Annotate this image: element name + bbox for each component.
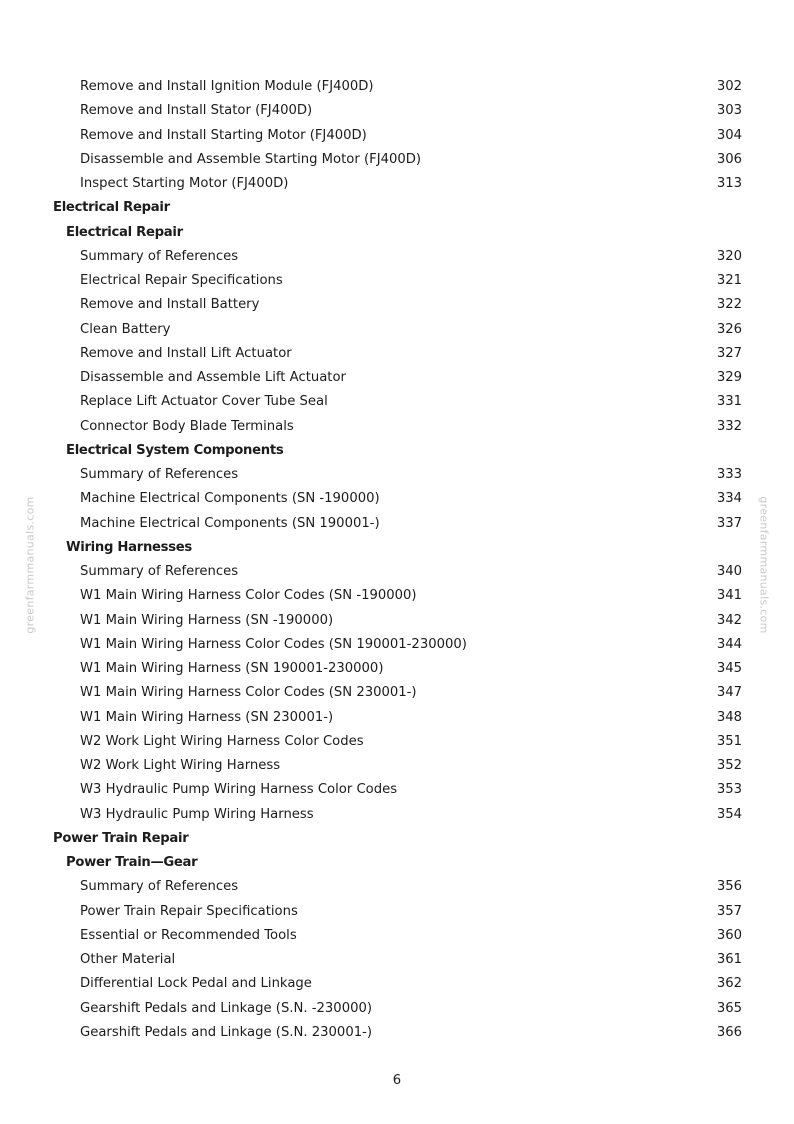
toc-entry-page-number: 303 <box>716 103 742 119</box>
toc-entry-title: Electrical Repair <box>53 200 170 216</box>
toc-entry[interactable] <box>0 560 794 584</box>
toc-entry[interactable] <box>0 584 794 608</box>
toc-section-heading[interactable] <box>0 827 794 851</box>
toc-entry-page-number: 366 <box>716 1024 742 1040</box>
toc-entry-page-number: 360 <box>716 927 742 943</box>
toc-entry-page-number: 313 <box>716 176 742 191</box>
toc-entry[interactable] <box>0 754 794 778</box>
toc-entry-title: Power Train—Gear <box>66 855 198 870</box>
toc-entry[interactable] <box>0 463 794 487</box>
toc-entry[interactable] <box>0 390 794 414</box>
toc-entry-page-number: 357 <box>716 903 742 919</box>
toc-entry-title: Electrical Repair Specifications <box>80 273 283 288</box>
toc-entry[interactable] <box>0 948 794 972</box>
toc-entry-page-number: 340 <box>716 564 742 579</box>
toc-entry-page-number: 327 <box>716 345 742 361</box>
toc-entry-title: Replace Lift Actuator Cover Tube Seal <box>80 394 328 410</box>
toc-entry-title: W1 Main Wiring Harness (SN -190000) <box>80 612 334 628</box>
toc-entry-page-number: 342 <box>716 612 742 628</box>
toc-entry[interactable] <box>0 75 794 99</box>
watermark-left: greenfarmmanuals.com <box>23 496 37 634</box>
toc-entry-title: Electrical System Components <box>66 442 284 458</box>
toc-entry-title: Power Train Repair <box>53 830 189 846</box>
toc-entry-title: W1 Main Wiring Harness Color Codes (SN 230001-) <box>80 685 417 701</box>
toc-entry-title: Summary of References <box>80 248 239 264</box>
toc-entry-title: Inspect Starting Motor (FJ400D) <box>80 176 289 191</box>
toc-entry-title: Gearshift Pedals and Linkage (S.N. 230001-) <box>80 1024 373 1040</box>
toc-entry-page-number: 329 <box>716 370 742 385</box>
toc-entry-title: W1 Main Wiring Harness (SN 190001-230000) <box>80 661 384 676</box>
toc-entry-title: Summary of References <box>80 879 239 895</box>
toc-entry-page-number: 348 <box>716 709 742 725</box>
toc-entry-page-number: 345 <box>716 661 742 676</box>
toc-entry-title: W3 Hydraulic Pump Wiring Harness Color Codes <box>80 782 398 798</box>
table-of-contents <box>0 75 794 1045</box>
toc-entry-title: Remove and Install Stator (FJ400D) <box>80 103 313 119</box>
watermark-right: greenfarmmanuals.com <box>757 496 771 634</box>
toc-entry-page-number: 302 <box>716 79 742 94</box>
toc-entry-title: W2 Work Light Wiring Harness <box>80 758 281 773</box>
toc-entry[interactable] <box>0 1021 794 1045</box>
toc-entry-title: Differential Lock Pedal and Linkage <box>80 976 312 992</box>
toc-entry-title: W1 Main Wiring Harness Color Codes (SN 190001-230000) <box>80 636 467 652</box>
toc-entry[interactable] <box>0 900 794 924</box>
toc-entry-page-number: 306 <box>716 151 742 167</box>
toc-entry-title: W1 Main Wiring Harness Color Codes (SN -190000) <box>80 588 417 604</box>
toc-entry[interactable] <box>0 293 794 317</box>
toc-entry[interactable] <box>0 124 794 148</box>
toc-entry-title: Electrical Repair <box>66 224 183 240</box>
toc-entry[interactable] <box>0 245 794 269</box>
toc-entry[interactable] <box>0 681 794 705</box>
toc-entry[interactable] <box>0 997 794 1021</box>
toc-entry[interactable] <box>0 730 794 754</box>
toc-entry-title: Gearshift Pedals and Linkage (S.N. -230000) <box>80 1000 373 1016</box>
toc-entry-page-number: 333 <box>716 467 742 482</box>
toc-entry-title: Connector Body Blade Terminals <box>80 418 294 434</box>
toc-entry[interactable] <box>0 706 794 730</box>
toc-entry[interactable] <box>0 875 794 899</box>
toc-entry[interactable] <box>0 415 794 439</box>
toc-entry[interactable] <box>0 778 794 802</box>
toc-entry[interactable] <box>0 487 794 511</box>
toc-entry[interactable] <box>0 172 794 196</box>
toc-entry[interactable] <box>0 633 794 657</box>
toc-entry-page-number: 337 <box>716 515 742 531</box>
toc-entry-page-number: 322 <box>716 297 742 313</box>
toc-entry-page-number: 326 <box>716 321 742 337</box>
toc-entry-page-number: 362 <box>716 976 742 992</box>
toc-entry-title: Clean Battery <box>80 321 171 337</box>
toc-entry-title: Summary of References <box>80 564 239 579</box>
toc-entry-title: Remove and Install Battery <box>80 297 260 313</box>
toc-entry[interactable] <box>0 99 794 123</box>
toc-entry-title: Disassemble and Assemble Starting Motor (FJ400D) <box>80 151 422 167</box>
toc-entry[interactable] <box>0 924 794 948</box>
toc-entry-title: Essential or Recommended Tools <box>80 927 297 943</box>
toc-entry-page-number: 344 <box>716 636 742 652</box>
toc-entry-title: Wiring Harnesses <box>66 539 192 555</box>
toc-entry[interactable] <box>0 803 794 827</box>
toc-entry-title: Disassemble and Assemble Lift Actuator <box>80 370 346 385</box>
toc-section-heading[interactable] <box>0 196 794 220</box>
toc-entry-title: W1 Main Wiring Harness (SN 230001-) <box>80 709 334 725</box>
toc-entry-title: Machine Electrical Components (SN -190000) <box>80 491 380 507</box>
toc-entry[interactable] <box>0 318 794 342</box>
toc-subsection-heading[interactable] <box>0 439 794 463</box>
toc-subsection-heading[interactable] <box>0 536 794 560</box>
toc-entry-page-number: 331 <box>716 394 742 410</box>
toc-entry[interactable] <box>0 269 794 293</box>
toc-entry-page-number: 332 <box>716 418 742 434</box>
toc-entry[interactable] <box>0 342 794 366</box>
toc-entry-title: Remove and Install Lift Actuator <box>80 345 292 361</box>
toc-entry-page-number: 334 <box>716 491 742 507</box>
toc-entry-title: Other Material <box>80 952 176 967</box>
toc-entry-page-number: 341 <box>716 588 742 604</box>
toc-entry-title: Power Train Repair Specifications <box>80 903 298 919</box>
page-number: 6 <box>392 1073 402 1088</box>
toc-entry-page-number: 351 <box>716 733 742 749</box>
toc-entry-page-number: 320 <box>716 248 742 264</box>
toc-entry-title: Machine Electrical Components (SN 190001-) <box>80 515 380 531</box>
toc-subsection-heading[interactable] <box>0 851 794 875</box>
toc-entry-title: Remove and Install Ignition Module (FJ400D) <box>80 79 374 94</box>
toc-entry-page-number: 352 <box>716 758 742 773</box>
toc-entry[interactable] <box>0 512 794 536</box>
toc-entry-page-number: 356 <box>716 879 742 895</box>
toc-entry-page-number: 365 <box>716 1000 742 1016</box>
toc-entry-page-number: 354 <box>716 806 742 822</box>
toc-entry-page-number: 304 <box>716 127 742 143</box>
toc-entry[interactable] <box>0 972 794 996</box>
toc-entry[interactable] <box>0 609 794 633</box>
toc-entry-title: W2 Work Light Wiring Harness Color Codes <box>80 733 364 749</box>
toc-entry-title: Summary of References <box>80 467 239 482</box>
toc-entry[interactable] <box>0 657 794 681</box>
toc-entry-page-number: 353 <box>716 782 742 798</box>
toc-entry-title: W3 Hydraulic Pump Wiring Harness <box>80 806 314 822</box>
toc-entry-title: Remove and Install Starting Motor (FJ400D) <box>80 127 367 143</box>
toc-entry[interactable] <box>0 366 794 390</box>
toc-entry[interactable] <box>0 148 794 172</box>
toc-entry-page-number: 321 <box>716 273 742 288</box>
toc-entry-page-number: 361 <box>716 952 742 967</box>
toc-entry-page-number: 347 <box>716 685 742 701</box>
toc-subsection-heading[interactable] <box>0 221 794 245</box>
